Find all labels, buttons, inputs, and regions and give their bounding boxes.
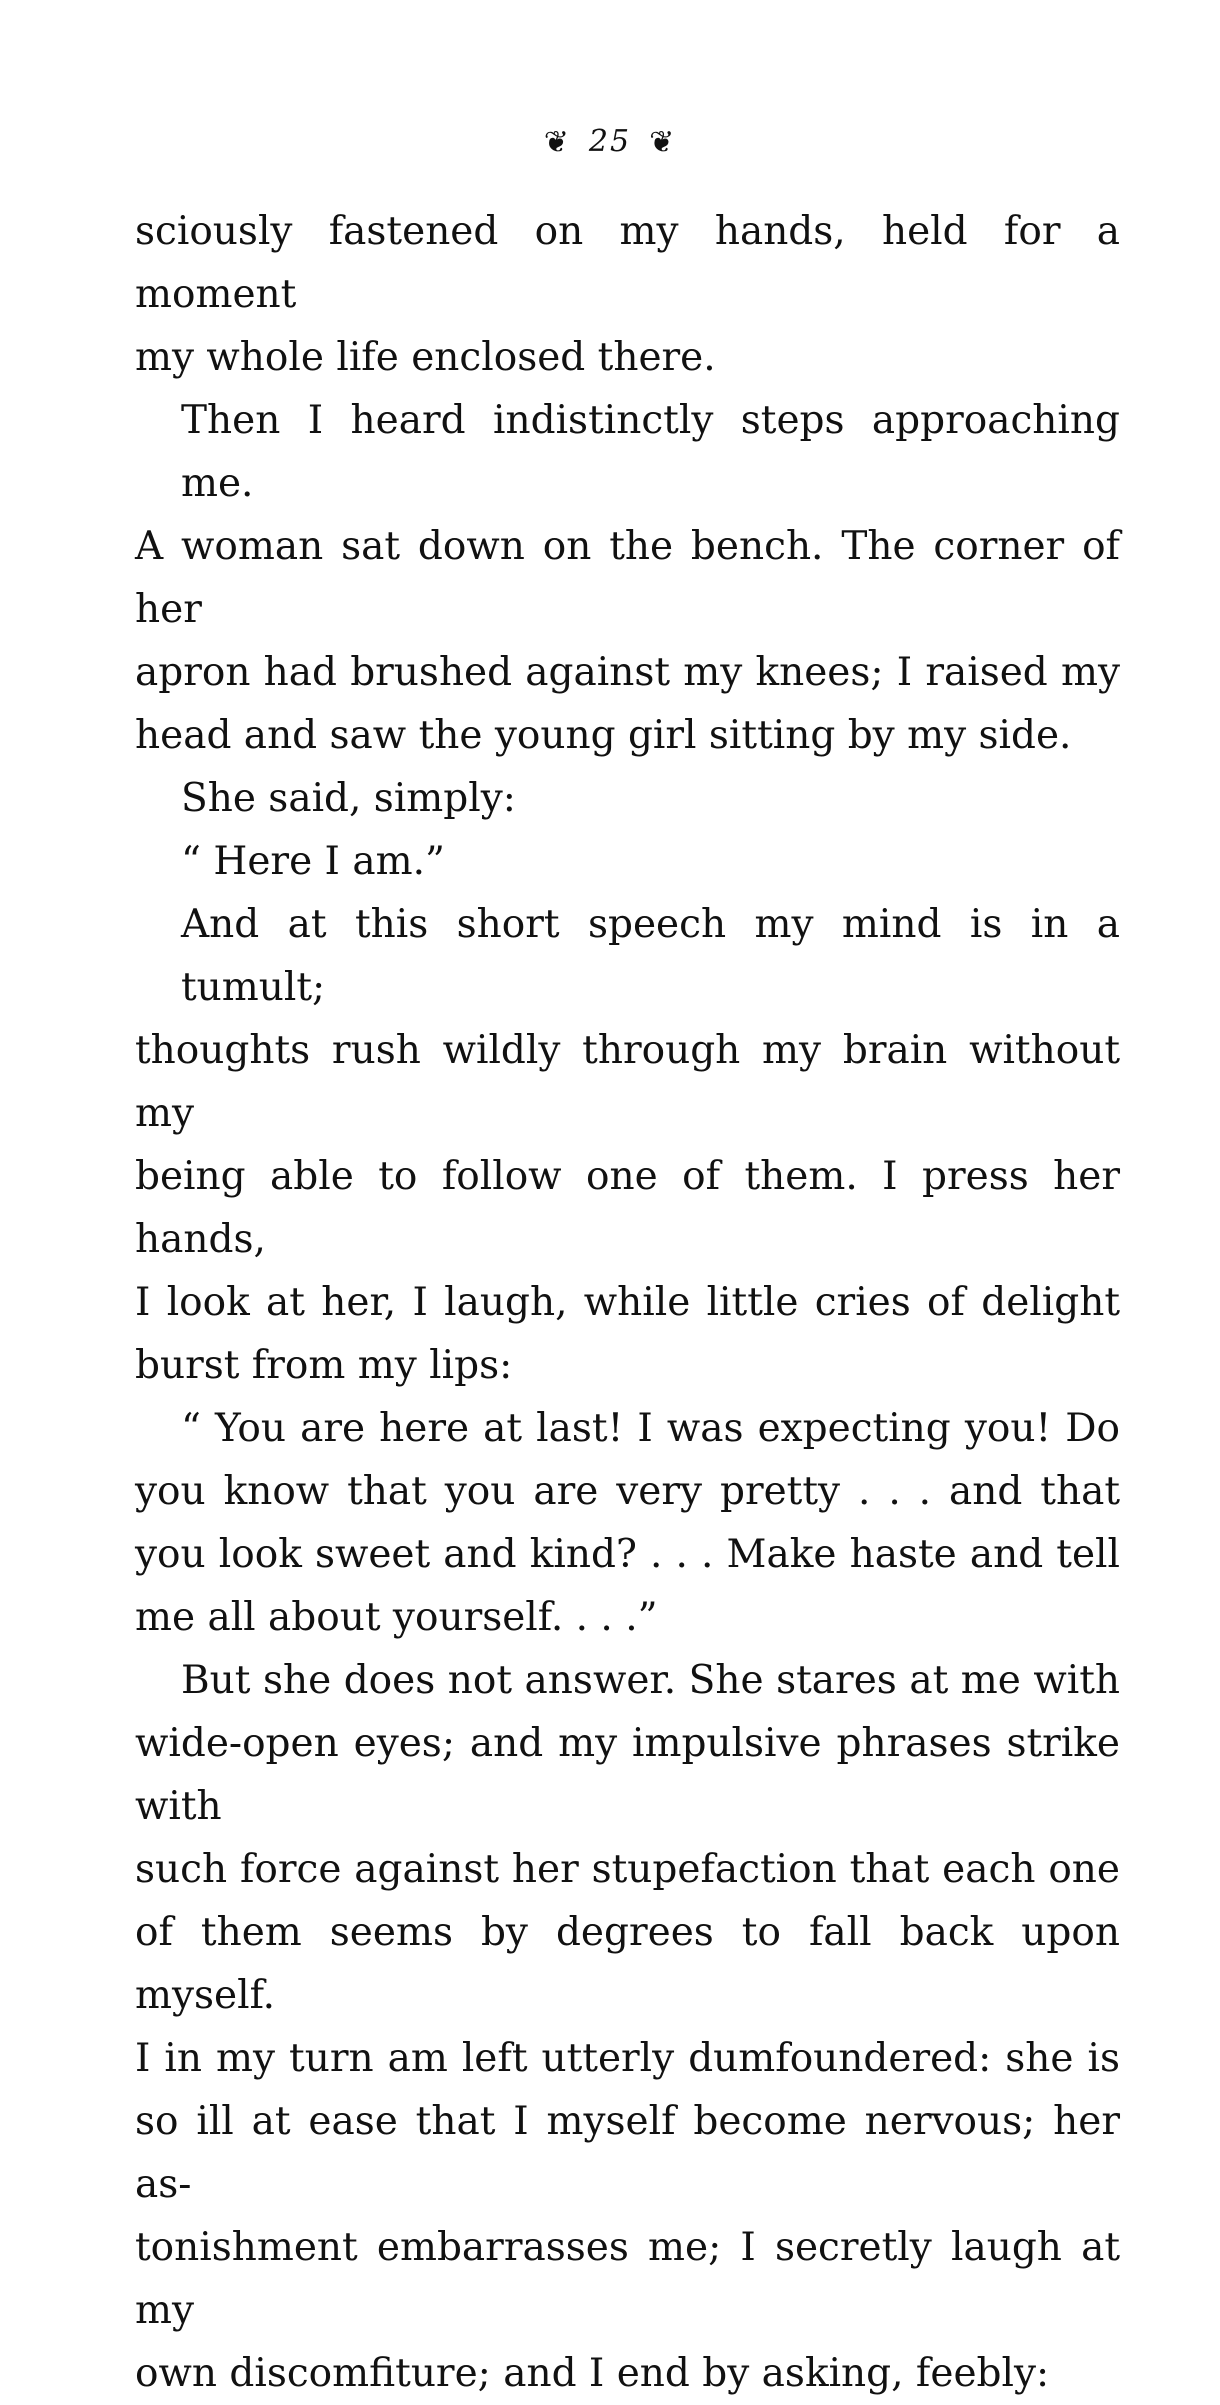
text-line: being able to follow one of them. I press her hands, <box>135 1154 1120 1262</box>
text-line: burst from my lips: <box>135 1343 513 1388</box>
text-line: tonishment embarrasses me; I secretly laugh at my <box>135 2225 1120 2333</box>
page-header <box>0 122 1220 163</box>
text-line: my whole life enclosed there. <box>135 335 716 380</box>
text-line: A woman sat down on the bench. The corner of her <box>135 524 1120 632</box>
text-line: She said, simply: <box>181 776 516 821</box>
text-line: sciously fastened on my hands, held for a moment <box>135 209 1120 317</box>
text-line: so ill at ease that I myself become nervous; her as- <box>135 2099 1120 2207</box>
text-line: I look at her, I laugh, while little cries of delight <box>135 1280 1120 1325</box>
text-line: thoughts rush wildly through my brain without my <box>135 1028 1120 1136</box>
text-line: I in my turn am left utterly dumfoundered: she is <box>135 2036 1120 2081</box>
text-line: apron had brushed against my knees; I raised my <box>135 650 1120 695</box>
body-text <box>135 200 1120 2405</box>
text-line: you know that you are very pretty . . . and that <box>135 1469 1120 1514</box>
text-line: you look sweet and kind? . . . Make haste and tell <box>135 1532 1120 1577</box>
ornament-left-icon: ❦ <box>543 125 571 160</box>
text-line: But she does not answer. She stares at me with <box>181 1658 1120 1703</box>
text-line: Then I heard indistinctly steps approaching me. <box>181 398 1120 506</box>
text-line: wide-open eyes; and my impulsive phrases strike with <box>135 1721 1120 1829</box>
text-line: “ Here I am.” <box>181 839 445 884</box>
text-line: own discomfiture; and I end by asking, feebly: <box>135 2351 1050 2396</box>
text-line: And at this short speech my mind is in a tumult; <box>181 902 1120 1010</box>
text-line: head and saw the young girl sitting by my side. <box>135 713 1072 758</box>
text-line: of them seems by degrees to fall back upon myself. <box>135 1910 1120 2018</box>
text-line: “ You are here at last! I was expecting you! Do <box>181 1406 1120 1451</box>
ornament-right-icon: ❦ <box>649 125 677 160</box>
text-line: such force against her stupefaction that each one <box>135 1847 1120 1892</box>
text-line: me all about yourself. . . .” <box>135 1595 658 1640</box>
page-number: 25 <box>588 124 632 159</box>
